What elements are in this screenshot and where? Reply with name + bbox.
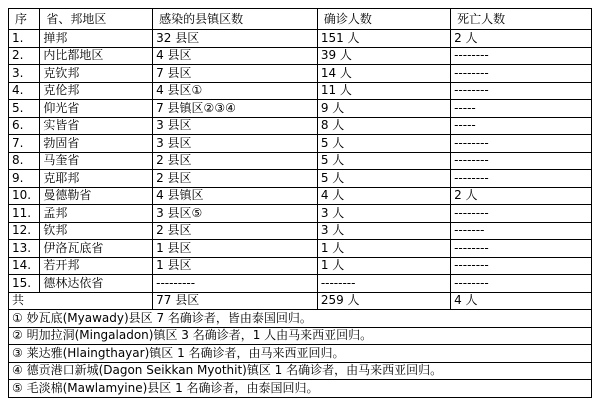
row-index: 4.	[9, 82, 40, 100]
header-counties: 感染的县镇区数	[153, 9, 318, 30]
row-region: 钦邦	[40, 222, 153, 240]
row-deaths: -----	[451, 100, 592, 118]
row-index: 8.	[9, 152, 40, 170]
header-confirmed: 确诊人数	[317, 9, 450, 30]
row-region: 仰光省	[40, 100, 153, 118]
row-index: 9.	[9, 170, 40, 188]
row-region: 掸邦	[40, 30, 153, 48]
total-row	[9, 292, 592, 310]
row-region: 马奎省	[40, 152, 153, 170]
row-deaths: --------	[451, 257, 592, 275]
table-row	[9, 82, 592, 100]
row-deaths: --------	[451, 47, 592, 65]
row-deaths: 2 人	[451, 187, 592, 205]
note-row	[9, 362, 592, 380]
row-region: 孟邦	[40, 205, 153, 223]
row-deaths: -------	[451, 222, 592, 240]
header-region: 省、邦地区	[40, 9, 153, 30]
total-label: 共	[9, 292, 153, 310]
row-index: 2.	[9, 47, 40, 65]
footnote: ② 明加拉洞(Mingaladon)镇区 3 名确诊者，1 人由马来西亚回归。	[9, 327, 592, 345]
row-counties: 4 县镇区	[153, 187, 318, 205]
row-deaths: --------	[451, 82, 592, 100]
row-index: 7.	[9, 135, 40, 153]
row-confirmed: 11 人	[317, 82, 450, 100]
note-row	[9, 380, 592, 398]
row-counties: 4 县区	[153, 47, 318, 65]
header-deaths: 死亡人数	[451, 9, 592, 30]
row-index: 15.	[9, 275, 40, 293]
table-row	[9, 152, 592, 170]
table-row	[9, 135, 592, 153]
row-confirmed: 5 人	[317, 135, 450, 153]
footnote: ① 妙瓦底(Myawady)县区 7 名确诊者，皆由泰国回归。	[9, 310, 592, 328]
row-counties: 32 县区	[153, 30, 318, 48]
row-region: 伊洛瓦底省	[40, 240, 153, 258]
row-deaths: -----	[451, 117, 592, 135]
row-deaths: --------	[451, 152, 592, 170]
row-counties: 3 县区⑤	[153, 205, 318, 223]
table-body	[9, 9, 592, 398]
row-deaths: 2 人	[451, 30, 592, 48]
total-deaths: 4 人	[451, 292, 592, 310]
table-row	[9, 275, 592, 293]
row-counties: 3 县区	[153, 117, 318, 135]
row-index: 5.	[9, 100, 40, 118]
row-counties: 7 县镇区②③④	[153, 100, 318, 118]
row-confirmed: 3 人	[317, 222, 450, 240]
footnote: ④ 德贡港口新城(Dagon Seikkan Myothit)镇区 1 名确诊者，由马来西亚回归。	[9, 362, 592, 380]
row-index: 14.	[9, 257, 40, 275]
row-confirmed: 8 人	[317, 117, 450, 135]
row-counties: 4 县区①	[153, 82, 318, 100]
row-index: 3.	[9, 65, 40, 83]
table-row	[9, 47, 592, 65]
table-row	[9, 117, 592, 135]
row-region: 克钦邦	[40, 65, 153, 83]
row-index: 6.	[9, 117, 40, 135]
row-confirmed: 14 人	[317, 65, 450, 83]
row-region: 德林达依省	[40, 275, 153, 293]
row-deaths: --------	[451, 275, 592, 293]
row-region: 克伦邦	[40, 82, 153, 100]
row-confirmed: 39 人	[317, 47, 450, 65]
table-row	[9, 240, 592, 258]
table-row	[9, 30, 592, 48]
covid-cases-table	[8, 8, 592, 398]
row-counties: 2 县区	[153, 170, 318, 188]
footnote: ⑤ 毛淡棉(Mawlamyine)县区 1 名确诊者，由泰国回归。	[9, 380, 592, 398]
row-deaths: --------	[451, 135, 592, 153]
note-row	[9, 345, 592, 363]
table-row	[9, 100, 592, 118]
row-region: 实皆省	[40, 117, 153, 135]
row-deaths: --------	[451, 205, 592, 223]
row-index: 11.	[9, 205, 40, 223]
table-row	[9, 187, 592, 205]
row-counties: 1 县区	[153, 257, 318, 275]
row-deaths: --------	[451, 170, 592, 188]
row-counties: 7 县区	[153, 65, 318, 83]
row-region: 曼德勒省	[40, 187, 153, 205]
row-region: 内比都地区	[40, 47, 153, 65]
row-counties: 3 县区	[153, 135, 318, 153]
row-region: 克耶邦	[40, 170, 153, 188]
row-confirmed: 151 人	[317, 30, 450, 48]
row-index: 13.	[9, 240, 40, 258]
total-counties: 77 县区	[153, 292, 318, 310]
note-row	[9, 327, 592, 345]
row-confirmed: 3 人	[317, 205, 450, 223]
row-confirmed: 5 人	[317, 152, 450, 170]
row-region: 若开邦	[40, 257, 153, 275]
row-confirmed: 5 人	[317, 170, 450, 188]
row-counties: ---------	[153, 275, 318, 293]
row-confirmed: 1 人	[317, 240, 450, 258]
total-confirmed: 259 人	[317, 292, 450, 310]
row-deaths: --------	[451, 240, 592, 258]
header-index: 序	[9, 9, 40, 30]
note-row	[9, 310, 592, 328]
footnote: ③ 莱达雅(Hlaingthayar)镇区 1 名确诊者，由马来西亚回归。	[9, 345, 592, 363]
table-row	[9, 257, 592, 275]
header-row	[9, 9, 592, 30]
row-deaths: --------	[451, 65, 592, 83]
table-row	[9, 222, 592, 240]
table-row	[9, 205, 592, 223]
row-index: 10.	[9, 187, 40, 205]
row-confirmed: 9 人	[317, 100, 450, 118]
row-confirmed: 1 人	[317, 257, 450, 275]
row-region: 勃固省	[40, 135, 153, 153]
table-row	[9, 170, 592, 188]
table-row	[9, 65, 592, 83]
row-index: 1.	[9, 30, 40, 48]
row-confirmed: 4 人	[317, 187, 450, 205]
row-index: 12.	[9, 222, 40, 240]
row-counties: 2 县区	[153, 152, 318, 170]
row-confirmed: --------	[317, 275, 450, 293]
row-counties: 2 县区	[153, 222, 318, 240]
row-counties: 1 县区	[153, 240, 318, 258]
